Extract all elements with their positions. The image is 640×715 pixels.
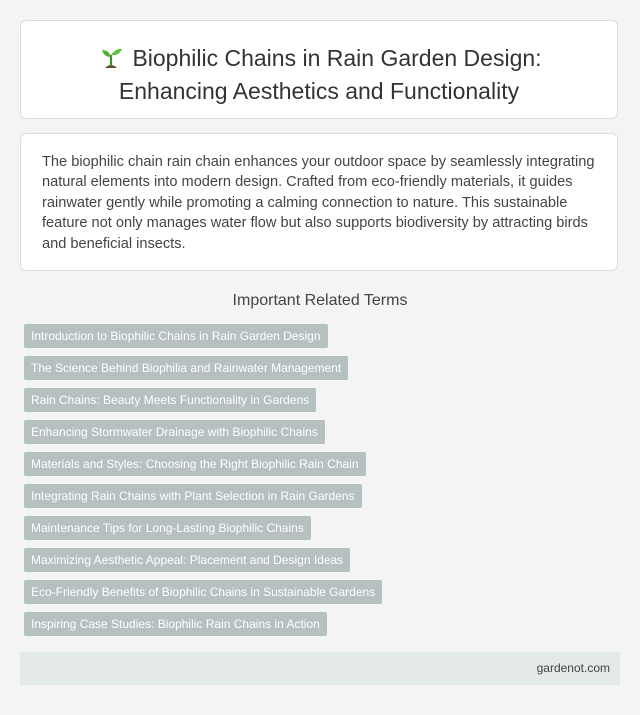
title-line-1: Biophilic Chains in Rain Garden Design: [132,45,542,71]
related-terms-list [24,324,382,644]
title-card [20,20,618,119]
related-terms-heading: Important Related Terms [232,292,408,309]
footer [20,652,620,685]
related-term-link[interactable]: Introduction to Biophilic Chains in Rain Garden Design [24,324,328,348]
related-term-link[interactable]: Eco-Friendly Benefits of Biophilic Chains in Sustainable Gardens [24,580,382,604]
footer-site-link[interactable]: gardenot.com [536,661,610,675]
related-term-link[interactable]: Enhancing Stormwater Drainage with Biophilic Chains [24,420,325,444]
related-term-link[interactable]: Maintenance Tips for Long-Lasting Biophilic Chains [24,516,311,540]
related-term-link[interactable]: Rain Chains: Beauty Meets Functionality in Gardens [24,388,316,412]
page-title [21,21,617,108]
title-line-2: Enhancing Aesthetics and Functionality [118,78,520,104]
sprout-icon [96,45,126,69]
related-term-link[interactable]: The Science Behind Biophilia and Rainwater Management [24,356,348,380]
description-card [20,133,618,271]
related-term-link[interactable]: Maximizing Aesthetic Appeal: Placement and Design Ideas [24,548,350,572]
related-term-link[interactable]: Integrating Rain Chains with Plant Selection in Rain Gardens [24,484,362,508]
description-text: The biophilic chain rain chain enhances your outdoor space by seamlessly integrating natural elements into modern design. Crafted from eco-friendly materials, it guides rainwater gently while promoting a calming connection to nature. This sustainable feature not only manages water flow but also supports biodiversity by attracting birds and beneficial insects. [42,154,595,252]
related-term-link[interactable]: Materials and Styles: Choosing the Right Biophilic Rain Chain [24,452,366,476]
related-term-link[interactable]: Inspiring Case Studies: Biophilic Rain Chains in Action [24,612,327,636]
